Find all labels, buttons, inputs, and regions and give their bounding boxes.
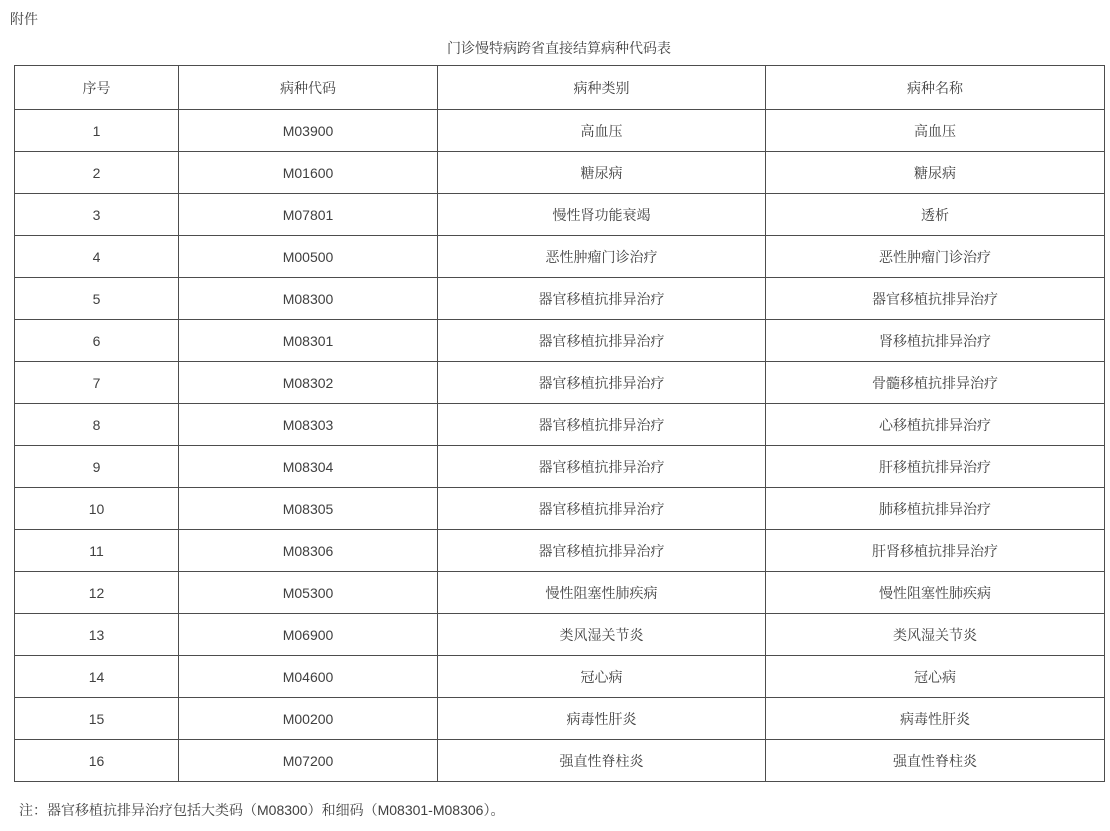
table-cell: 器官移植抗排异治疗 [438,446,766,488]
table-cell: M07200 [179,740,438,782]
column-header-4: 病种名称 [766,66,1105,110]
table-cell: M06900 [179,614,438,656]
table-cell: 器官移植抗排异治疗 [766,278,1105,320]
table-cell: M08305 [179,488,438,530]
table-cell: 3 [15,194,179,236]
table-cell: 透析 [766,194,1105,236]
table-cell: 8 [15,404,179,446]
table-cell: 肝肾移植抗排异治疗 [766,530,1105,572]
page-title: 门诊慢特病跨省直接结算病种代码表 [447,40,671,56]
table-cell: 肺移植抗排异治疗 [766,488,1105,530]
table-cell: M08300 [179,278,438,320]
table-cell: 冠心病 [438,656,766,698]
table-cell: M08304 [179,446,438,488]
table-cell: 肾移植抗排异治疗 [766,320,1105,362]
table-cell: M08302 [179,362,438,404]
table-cell: 恶性肿瘤门诊治疗 [438,236,766,278]
table-cell: 高血压 [766,110,1105,152]
table-row [15,194,1105,236]
table-cell: M00200 [179,698,438,740]
table-row [15,236,1105,278]
table-cell: 病毒性肝炎 [766,698,1105,740]
table-row [15,572,1105,614]
table-cell: 器官移植抗排异治疗 [438,488,766,530]
column-header-1: 序号 [15,66,179,110]
table-row [15,530,1105,572]
table-cell: M03900 [179,110,438,152]
table-row [15,362,1105,404]
table-header-row [15,66,1105,110]
table-cell: 骨髓移植抗排异治疗 [766,362,1105,404]
table-row [15,110,1105,152]
table-cell: 7 [15,362,179,404]
table-cell: 高血压 [438,110,766,152]
attachment-label: 附件 [10,11,38,27]
table-cell: 6 [15,320,179,362]
table-cell: 病毒性肝炎 [438,698,766,740]
table-cell: M08306 [179,530,438,572]
table-cell: M08303 [179,404,438,446]
table-cell: M05300 [179,572,438,614]
table-row [15,740,1105,782]
table-cell: 糖尿病 [438,152,766,194]
table-cell: 15 [15,698,179,740]
table-cell: 慢性肾功能衰竭 [438,194,766,236]
table-row [15,446,1105,488]
table-cell: 2 [15,152,179,194]
table-cell: 器官移植抗排异治疗 [438,320,766,362]
table-cell: 9 [15,446,179,488]
column-header-3: 病种类别 [438,66,766,110]
table-row [15,152,1105,194]
table-cell: 器官移植抗排异治疗 [438,362,766,404]
table-row [15,614,1105,656]
disease-code-table [14,65,1105,782]
table-cell: 器官移植抗排异治疗 [438,278,766,320]
table-cell: 器官移植抗排异治疗 [438,404,766,446]
table-cell: M00500 [179,236,438,278]
table-body [15,110,1105,782]
table-row [15,404,1105,446]
table-cell: M07801 [179,194,438,236]
table-cell: 冠心病 [766,656,1105,698]
table-cell: 类风湿关节炎 [438,614,766,656]
table-cell: 心移植抗排异治疗 [766,404,1105,446]
column-header-2: 病种代码 [179,66,438,110]
table-cell: 器官移植抗排异治疗 [438,530,766,572]
table-cell: 10 [15,488,179,530]
table-cell: M01600 [179,152,438,194]
table-row [15,656,1105,698]
table-cell: 1 [15,110,179,152]
table-row [15,278,1105,320]
footnote: 注：器官移植抗排异治疗包括大类码（M08300）和细码（M08301-M08306）。 [19,802,505,818]
table-cell: 类风湿关节炎 [766,614,1105,656]
table-cell: 慢性阻塞性肺疾病 [438,572,766,614]
table-cell: 慢性阻塞性肺疾病 [766,572,1105,614]
table-cell: 13 [15,614,179,656]
table-cell: 恶性肿瘤门诊治疗 [766,236,1105,278]
table-cell: 12 [15,572,179,614]
table-cell: 肝移植抗排异治疗 [766,446,1105,488]
table-cell: 11 [15,530,179,572]
table-row [15,320,1105,362]
table-cell: M08301 [179,320,438,362]
table-row [15,698,1105,740]
table-cell: 5 [15,278,179,320]
table-cell: M04600 [179,656,438,698]
table-cell: 14 [15,656,179,698]
table-cell: 强直性脊柱炎 [438,740,766,782]
table-cell: 糖尿病 [766,152,1105,194]
table-cell: 强直性脊柱炎 [766,740,1105,782]
table-cell: 4 [15,236,179,278]
table-row [15,488,1105,530]
table-cell: 16 [15,740,179,782]
